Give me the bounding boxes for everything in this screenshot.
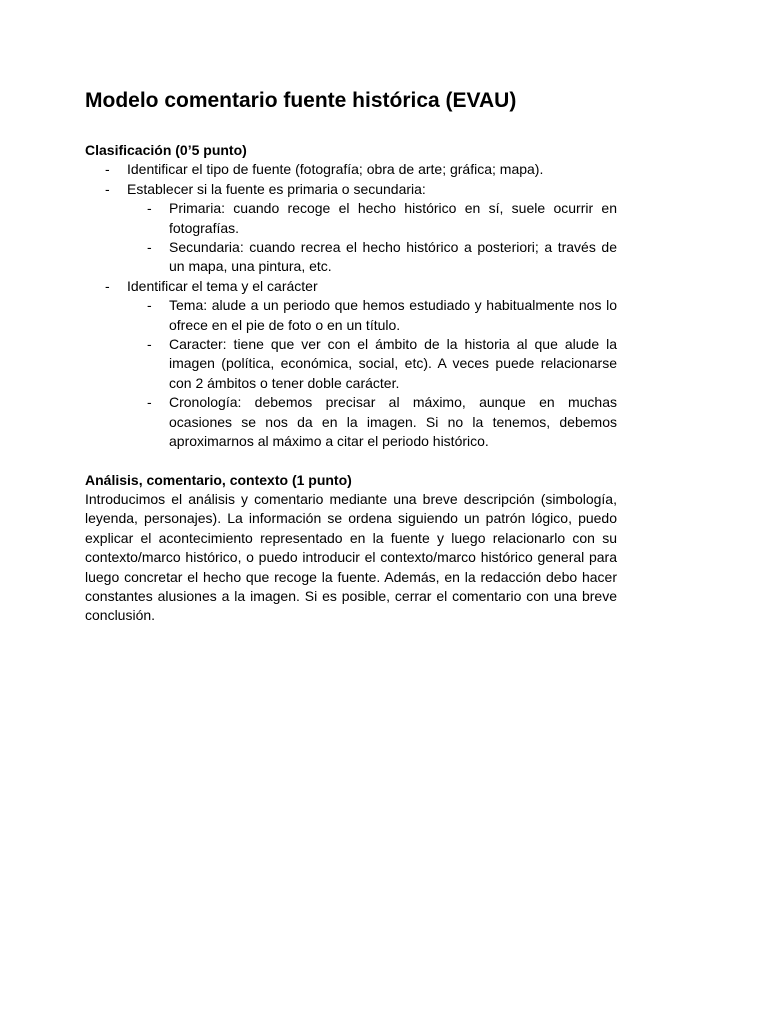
sub-list-item-text: Primaria: cuando recoge el hecho histórico en sí, suele ocurrir en fotografías. bbox=[169, 200, 617, 236]
sub-list-item bbox=[85, 238, 617, 277]
list-item bbox=[85, 160, 617, 179]
document-title: Modelo comentario fuente histórica (EVAU) bbox=[85, 89, 517, 112]
bullet-dash: - bbox=[147, 394, 152, 411]
sub-bullet-list bbox=[85, 199, 617, 277]
bullet-dash: - bbox=[105, 277, 110, 294]
sub-list-item bbox=[85, 335, 617, 393]
list-item bbox=[85, 180, 617, 199]
bullet-list bbox=[85, 160, 617, 199]
section-spacer bbox=[85, 452, 617, 471]
bullet-dash: - bbox=[147, 200, 152, 217]
bullet-list bbox=[85, 277, 617, 296]
sub-list-item bbox=[85, 199, 617, 238]
list-item bbox=[85, 277, 617, 296]
sub-bullet-list bbox=[85, 296, 617, 451]
paragraph: Introducimos el análisis y comentario mediante una breve descripción (simbología, leyenda, personajes). La información se ordena siguiendo un patrón lógico, puedo explicar el acontecimiento representado en la fuente y luego relacionarlo con su contexto/marco histórico, o puedo introducir el contexto/marco histórico general para luego concretar el hecho que recoge la fuente. Además, en la redacción debo hacer constantes alusiones a la imagen. Si es posible, cerrar el comentario con una breve conclusión. bbox=[85, 490, 617, 624]
sub-list-item bbox=[85, 296, 617, 335]
sub-list-item bbox=[85, 393, 617, 451]
bullet-dash: - bbox=[105, 180, 110, 197]
sub-list-item-text: Secundaria: cuando recrea el hecho histórico a posteriori; a través de un mapa, una pintura, etc. bbox=[169, 239, 617, 275]
sub-list-item-text: Caracter: tiene que ver con el ámbito de la historia al que alude la imagen (política, económica, social, etc). A veces puede relacionarse con 2 ámbitos o tener doble carácter. bbox=[169, 336, 617, 391]
list-item-text: Identificar el tema y el carácter bbox=[127, 277, 318, 294]
bullet-dash: - bbox=[147, 336, 152, 353]
section-analisis bbox=[85, 471, 617, 626]
sub-list-item-text: Cronología: debemos precisar al máximo, aunque en muchas ocasiones se nos da en la imagen. Si no la tenemos, debemos aproximarnos al máximo a citar el periodo histórico. bbox=[169, 394, 617, 450]
bullet-dash: - bbox=[147, 239, 152, 256]
list-item-text: Establecer si la fuente es primaria o secundaria: bbox=[127, 180, 426, 197]
document-page bbox=[85, 86, 617, 626]
bullet-dash: - bbox=[105, 161, 110, 178]
sub-list-item-text: Tema: alude a un periodo que hemos estudiado y habitualmente nos lo ofrece en el pie de foto o en un título. bbox=[169, 297, 617, 333]
section-clasificacion bbox=[85, 141, 617, 452]
section-heading-analisis: Análisis, comentario, contexto (1 punto) bbox=[85, 471, 352, 488]
section-heading-clasificacion: Clasificación (0’5 punto) bbox=[85, 142, 247, 158]
list-item-text: Identificar el tipo de fuente (fotografía; obra de arte; gráfica; mapa). bbox=[127, 161, 544, 178]
bullet-dash: - bbox=[147, 297, 152, 314]
